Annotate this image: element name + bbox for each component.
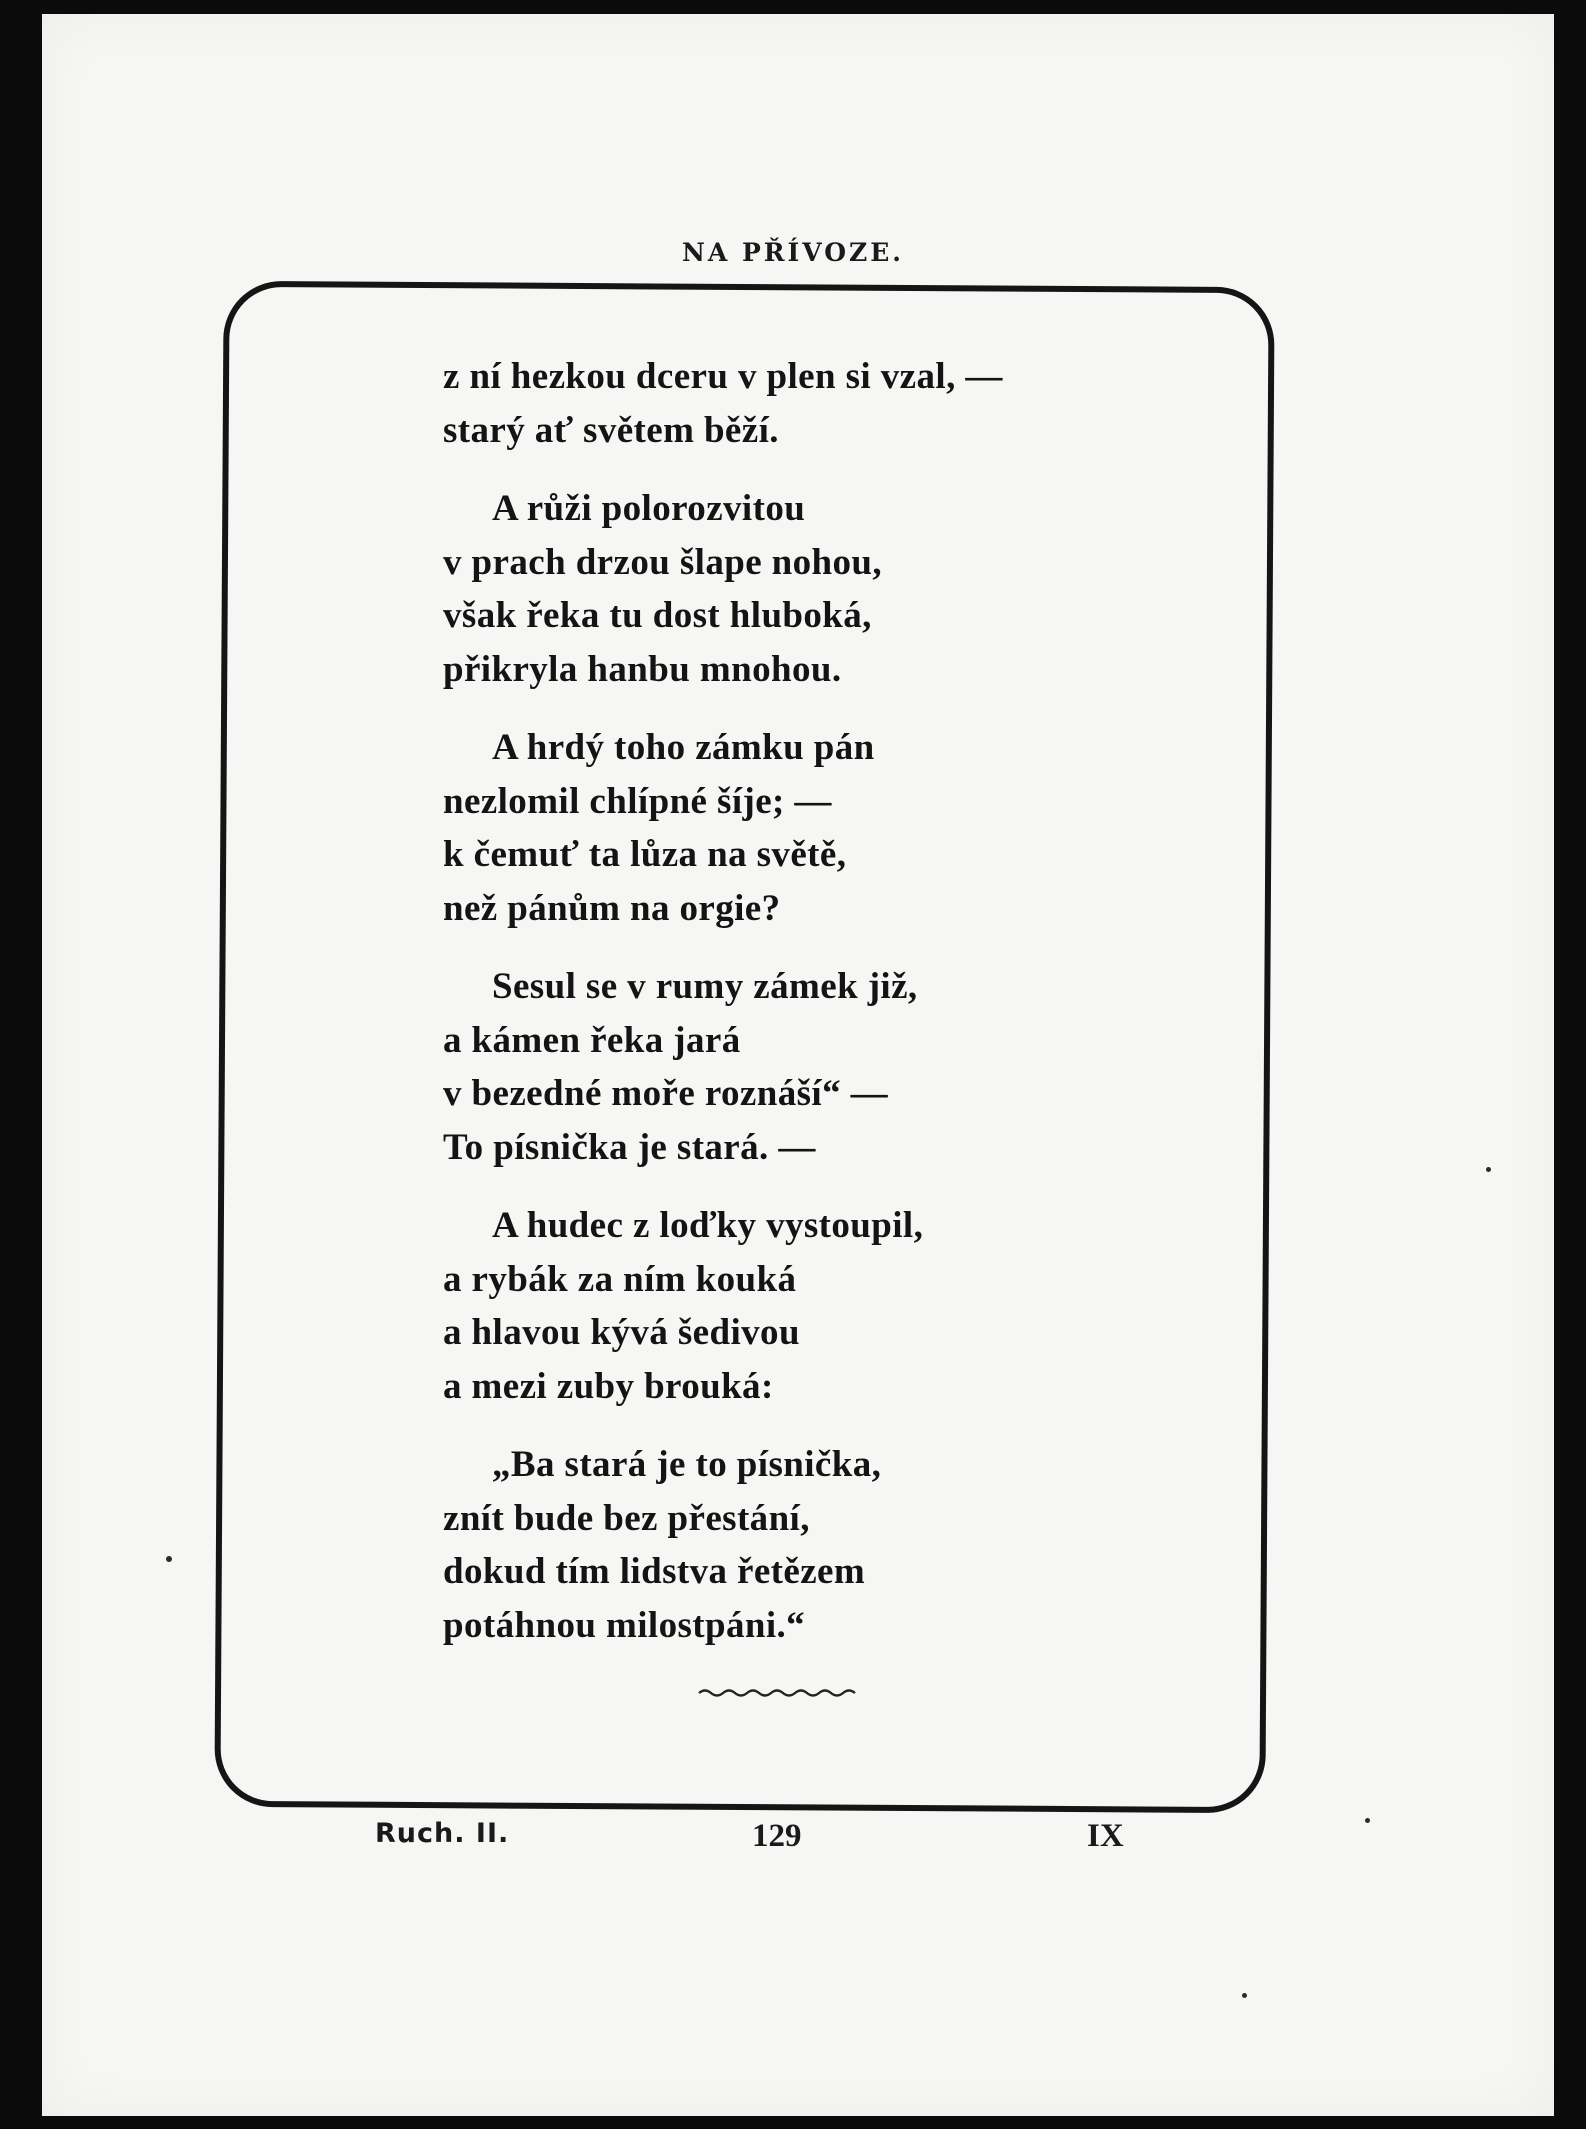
poem-line: znít bude bez přestání,	[443, 1497, 810, 1539]
dust-speck	[1486, 1167, 1491, 1172]
poem-line: „Ba stará je to písnička,	[492, 1444, 882, 1485]
poem-line: a kámen řeka jará	[443, 1019, 741, 1061]
dust-speck	[1365, 1818, 1370, 1823]
poem-line: v bezedné moře roznáší“ —	[443, 1073, 889, 1114]
poem-line: a mezi zuby brouká:	[443, 1365, 774, 1407]
poem-line: dokud tím lidstva řetězem	[443, 1551, 866, 1592]
poem-line: v prach drzou šlape nohou,	[443, 541, 883, 583]
poem-line: k čemuť ta lůza na světě,	[443, 834, 847, 875]
poem-line: To písnička je stará. —	[443, 1126, 816, 1168]
poem-line: A hrdý toho zámku pán	[492, 727, 875, 768]
poem-line: přikryla hanbu mnohou.	[443, 648, 842, 690]
poem-line: a rybák za ním kouká	[443, 1258, 797, 1300]
tailpiece-ornament	[697, 1686, 859, 1700]
poem-line: starý ať světem běží.	[443, 409, 779, 451]
page-number: 129	[752, 1818, 802, 1854]
poem-line: A hudec z loďky vystoupil,	[492, 1205, 924, 1246]
sheet-mark: IX	[1087, 1818, 1124, 1854]
poem-body	[443, 350, 1143, 1677]
dust-speck	[166, 1556, 172, 1562]
poem-line: nezlomil chlípné šíje; —	[443, 780, 832, 822]
stanza	[443, 350, 1143, 457]
poem-line: potáhnou milostpáni.“	[443, 1604, 806, 1646]
stanza	[443, 482, 1143, 696]
poem-line: a hlavou kývá šedivou	[443, 1312, 800, 1353]
poem-line: však řeka tu dost hluboká,	[443, 595, 872, 636]
footer-signature: Ruch. II.	[375, 1818, 510, 1849]
poem-line: z ní hezkou dceru v plen si vzal, —	[443, 356, 1003, 397]
stanza	[443, 960, 1143, 1174]
stanza	[443, 721, 1143, 935]
dust-speck	[1242, 1993, 1247, 1998]
poem-line: Sesul se v rumy zámek již,	[492, 966, 918, 1007]
running-head: NA PŘÍVOZE.	[682, 238, 904, 267]
poem-line: než pánům na orgie?	[443, 887, 781, 929]
stanza	[443, 1199, 1143, 1413]
poem-line: A růži polorozvitou	[492, 488, 806, 529]
stanza	[443, 1438, 1143, 1652]
